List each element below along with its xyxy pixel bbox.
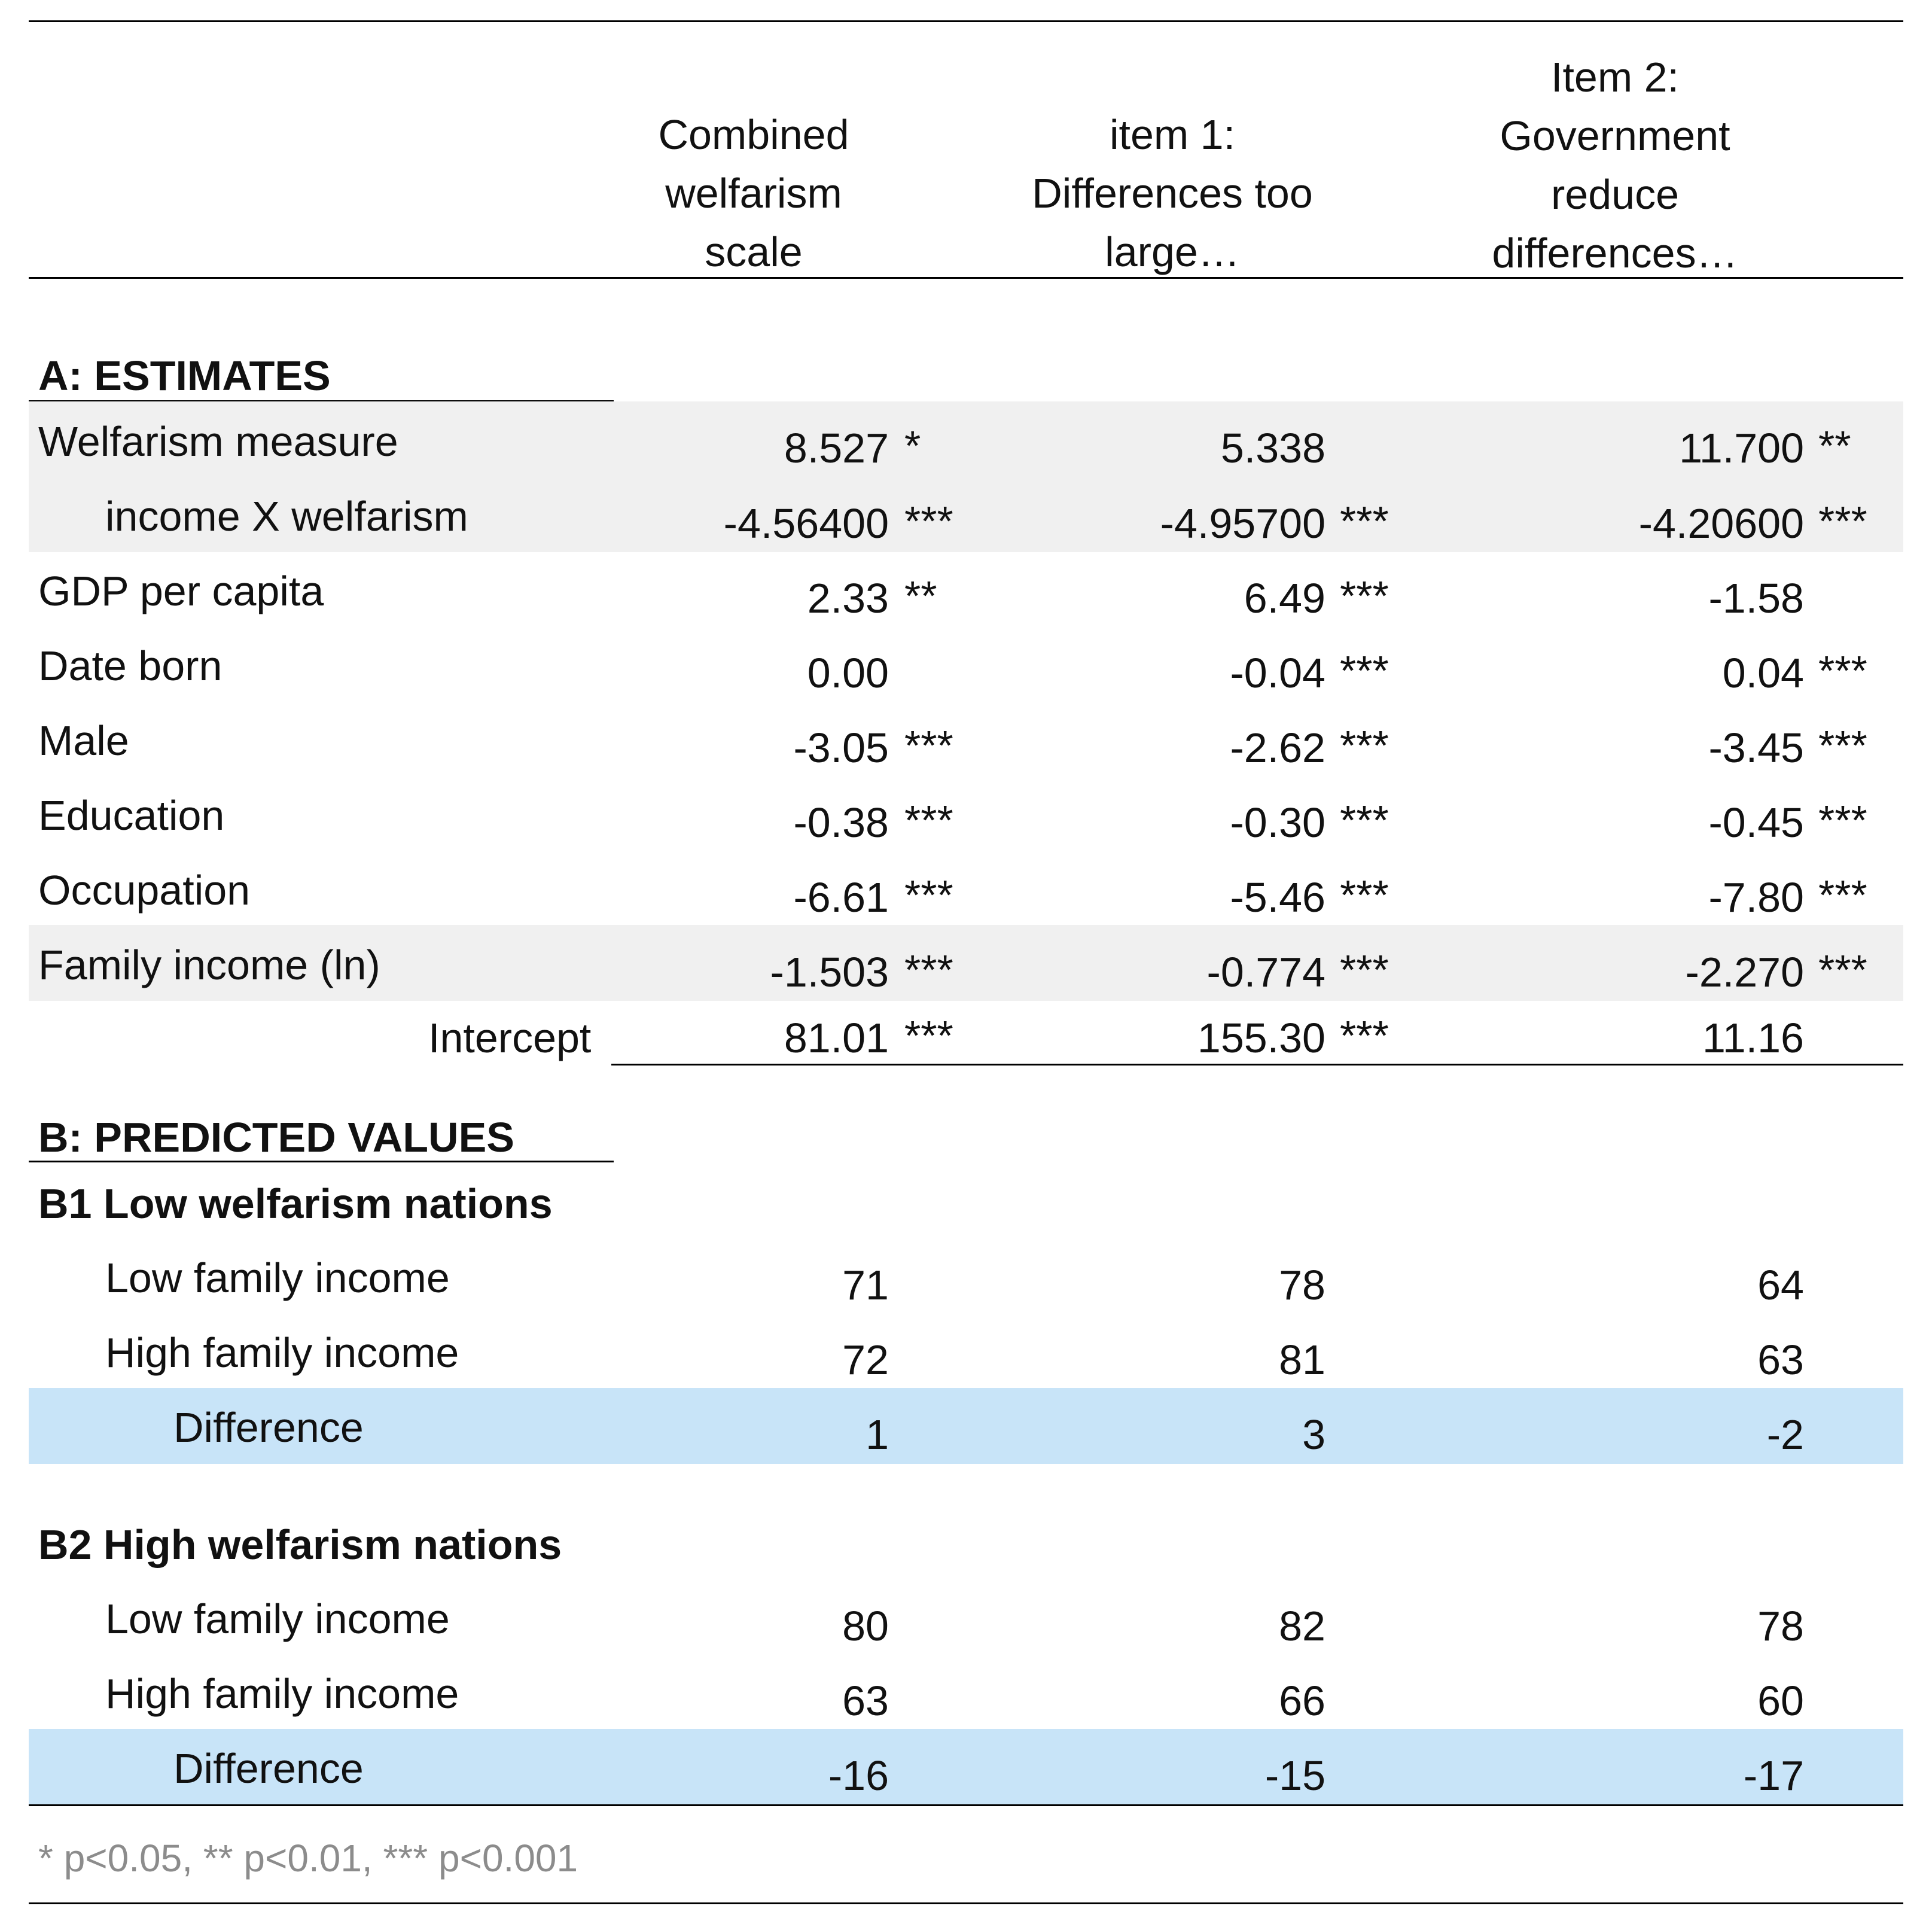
value-item1: -15 [1264,1752,1325,1799]
value-item1: -0.774 [1206,949,1325,995]
row-label: Intercept [428,1015,592,1061]
value-item2: -0.45 [1708,799,1804,846]
row-label: Low family income [105,1596,450,1642]
value-item2: -17 [1743,1752,1804,1799]
stars-item1: *** [1340,946,1389,993]
value-combined: -1.503 [770,949,889,995]
value-combined: 8.527 [784,425,889,471]
value-item1: 66 [1279,1678,1325,1724]
value-combined: 81.01 [784,1015,889,1061]
value-item1: 3 [1302,1411,1325,1458]
value-item2: -4.20600 [1638,500,1804,547]
stars-item2: *** [1818,872,1867,918]
section-b-title: B: PREDICTED VALUES [38,1114,514,1161]
footer-rule [29,1902,1903,1904]
section-a-title: A: ESTIMATES [38,352,331,399]
value-item1: 155.30 [1197,1015,1325,1061]
stars-item2: ** [1818,422,1851,469]
row-label: High family income [105,1670,459,1717]
value-item1: -0.30 [1230,799,1325,846]
value-combined: -3.05 [793,724,889,771]
value-item2: 78 [1757,1603,1804,1649]
table-bottom-rule [29,1804,1903,1806]
row-label: Welfarism measure [38,418,398,465]
row-label: Family income (ln) [38,942,380,988]
group-title: B2 High welfarism nations [38,1521,562,1568]
value-combined: 80 [842,1603,889,1649]
row-label: Male [38,717,129,764]
value-combined: 0.00 [807,650,889,696]
row-label: GDP per capita [38,568,324,614]
row-label: Date born [38,643,223,689]
value-item2: -7.80 [1708,874,1804,921]
value-item2: -1.58 [1708,575,1804,622]
stars-item1: *** [1340,722,1389,769]
stars-combined: *** [904,722,953,769]
value-item2: 63 [1757,1336,1804,1383]
column-header-item1: item 1: Differences too large… [1032,111,1313,275]
group-title: B1 Low welfarism nations [38,1180,553,1227]
stars-combined: *** [904,498,953,544]
value-item2: 60 [1757,1678,1804,1724]
value-combined: 71 [842,1262,889,1308]
value-item2: 64 [1757,1262,1804,1308]
column-header-combined: Combined welfarism scale [658,111,849,275]
header-rule [29,277,1903,279]
stars-item2: *** [1818,498,1867,544]
value-item1: 82 [1279,1603,1325,1649]
value-item1: 78 [1279,1262,1325,1308]
value-item2: 11.700 [1679,425,1804,471]
value-combined: 72 [842,1336,889,1383]
value-combined: -0.38 [793,799,889,846]
value-combined: -4.56400 [723,500,889,547]
value-item2: 11.16 [1702,1015,1804,1061]
value-item1: -5.46 [1230,874,1325,921]
value-item1: 6.49 [1244,575,1325,622]
row-label: High family income [105,1329,459,1376]
value-combined: -16 [828,1752,889,1799]
value-item1: -4.95700 [1160,500,1325,547]
stars-combined: *** [904,872,953,918]
row-label: Education [38,792,225,839]
value-item2: 0.04 [1722,650,1804,696]
stars-item1: *** [1340,797,1389,844]
estimates-bottom-rule [611,1064,1903,1065]
row-label: Low family income [105,1255,450,1301]
value-combined: 2.33 [807,575,889,622]
value-item2: -2.270 [1685,949,1804,995]
column-header-item2: Item 2: Government reduce differences… [1492,54,1738,276]
value-item1: -0.04 [1230,650,1325,696]
stars-combined: *** [904,797,953,844]
value-combined: 1 [866,1411,889,1458]
value-combined: -6.61 [793,874,889,921]
stars-item1: *** [1340,872,1389,918]
row-label: income X welfarism [105,493,468,540]
stars-item1: *** [1340,498,1389,544]
row-label: Occupation [38,867,251,914]
stars-item2: *** [1818,797,1867,844]
stars-combined: ** [904,573,937,619]
significance-footnote: * p<0.05, ** p<0.01, *** p<0.001 [38,1837,578,1880]
value-item2: -3.45 [1708,724,1804,771]
value-item1: 5.338 [1220,425,1325,471]
value-item1: 81 [1279,1336,1325,1383]
stars-item2: *** [1818,647,1867,694]
stars-item1: *** [1340,647,1389,694]
stars-combined: *** [904,946,953,993]
value-item2: -2 [1766,1411,1804,1458]
value-combined: 63 [842,1678,889,1724]
stars-item2: *** [1818,722,1867,769]
stars-item2: *** [1818,946,1867,993]
top-rule [29,20,1903,22]
value-item1: -2.62 [1230,724,1325,771]
stars-item1: *** [1340,573,1389,619]
stars-combined: *** [904,1012,953,1059]
section-b-underline [29,1161,614,1162]
row-label: Difference [173,1404,364,1451]
row-label: Difference [173,1745,364,1792]
stars-item1: *** [1340,1012,1389,1059]
stars-combined: * [904,422,921,469]
